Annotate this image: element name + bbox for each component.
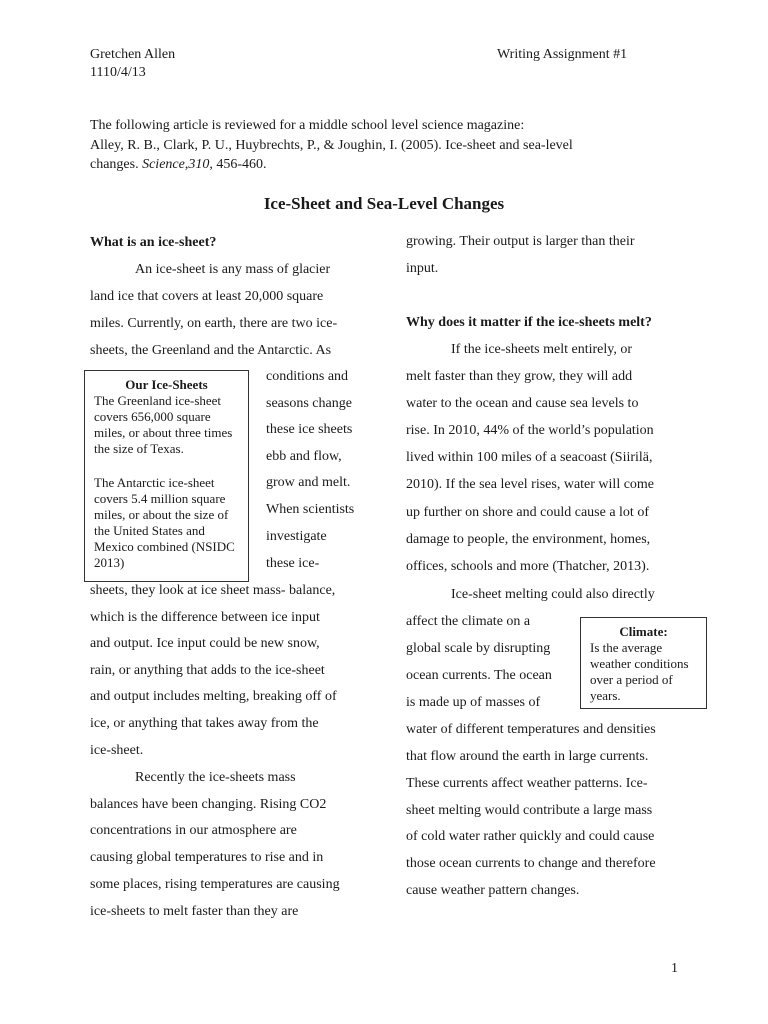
left-narrow-line: these ice sheets xyxy=(266,422,353,437)
left-line: An ice-sheet is any mass of glacier xyxy=(135,262,331,277)
right-narrow-line: ocean currents. The ocean xyxy=(406,668,552,683)
right-line: water of different temperatures and densities xyxy=(406,722,656,737)
sidebar-line: Mexico combined (NSIDC xyxy=(94,539,235,554)
climate-line: Is the average xyxy=(590,640,663,655)
header-date: 1110/4/13 xyxy=(90,65,146,80)
ice-sheets-sidebar xyxy=(84,370,249,582)
sidebar-line: covers 5.4 million square xyxy=(94,491,226,506)
right-line: that flow around the earth in large currents. xyxy=(406,749,649,764)
left-line: miles. Currently, on earth, there are two ice- xyxy=(90,316,338,331)
left-line: sheets, they look at ice sheet mass- balance, xyxy=(90,583,336,598)
left-line: ice, or anything that takes away from the xyxy=(90,716,319,731)
sidebar-line: the size of Texas. xyxy=(94,441,184,456)
journal-volume: 310 xyxy=(188,157,210,172)
left-line: ice-sheet. xyxy=(90,743,144,758)
right-line: those ocean currents to change and therefore xyxy=(406,856,656,871)
right-line: offices, schools and more (Thatcher, 2013). xyxy=(406,559,650,574)
left-narrow-line: ebb and flow, xyxy=(266,449,342,464)
climate-line: over a period of xyxy=(590,672,673,687)
climate-sidebar xyxy=(580,617,707,709)
sidebar-line: The Antarctic ice-sheet xyxy=(94,475,215,490)
right-line: rise. In 2010, 44% of the world’s population xyxy=(406,423,654,438)
right-line: If the ice-sheets melt entirely, or xyxy=(451,342,633,357)
left-narrow-line: grow and melt. xyxy=(266,475,351,490)
right-line: growing. Their output is larger than their xyxy=(406,234,635,249)
right-narrow-line: is made up of masses of xyxy=(406,695,541,710)
sidebar-line: 2013) xyxy=(94,555,125,570)
left-line: which is the difference between ice input xyxy=(90,610,320,625)
right-line: melt faster than they grow, they will add xyxy=(406,369,633,384)
author-name: Gretchen Allen xyxy=(90,47,176,62)
right-narrow-line: global scale by disrupting xyxy=(406,641,551,656)
left-narrow-line: seasons change xyxy=(266,396,352,411)
climate-line: years. xyxy=(590,688,621,703)
right-line: These currents affect weather patterns. Ice- xyxy=(406,776,648,791)
right-line: cause weather pattern changes. xyxy=(406,883,580,898)
article-title: Ice-Sheet and Sea-Level Changes xyxy=(263,194,505,213)
assignment-label: Writing Assignment #1 xyxy=(497,47,628,62)
journal-name: Science xyxy=(142,157,185,172)
sidebar-line: The Greenland ice-sheet xyxy=(94,393,222,408)
sidebar-title: Our Ice-Sheets xyxy=(125,377,208,392)
sidebar-line: the United States and xyxy=(94,523,205,538)
left-line: and output includes melting, breaking off of xyxy=(90,689,337,704)
sidebar-line: miles, or about the size of xyxy=(94,507,229,522)
left-line: and output. Ice input could be new snow, xyxy=(90,636,320,651)
left-line: ice-sheets to melt faster than they are xyxy=(90,904,299,919)
left-narrow-line: When scientists xyxy=(266,502,355,517)
right-line: lived within 100 miles of a seacoast (Siirilä, xyxy=(406,450,653,465)
left-narrow-line: investigate xyxy=(266,529,327,544)
right-line: Ice-sheet melting could also directly xyxy=(451,587,655,602)
left-line: land ice that covers at least 20,000 square xyxy=(90,289,324,304)
right-narrow-line: affect the climate on a xyxy=(406,614,531,629)
right-heading: Why does it matter if the ice-sheets melt? xyxy=(406,315,652,330)
right-line: 2010). If the sea level rises, water will come xyxy=(406,477,655,492)
left-line: causing global temperatures to rise and in xyxy=(90,850,324,865)
right-line: damage to people, the environment, homes, xyxy=(406,532,651,547)
intro-line: The following article is reviewed for a middle school level science magazine: xyxy=(90,118,525,133)
sidebar-line: covers 656,000 square xyxy=(94,409,211,424)
sidebar-line: miles, or about three times xyxy=(94,425,233,440)
left-narrow-line: these ice- xyxy=(266,556,320,571)
left-line: Recently the ice-sheets mass xyxy=(135,770,296,785)
right-line: water to the ocean and cause sea levels to xyxy=(406,396,639,411)
right-line: sheet melting would contribute a large mass xyxy=(406,803,653,818)
left-line: balances have been changing. Rising CO2 xyxy=(90,797,327,812)
left-line: some places, rising temperatures are causing xyxy=(90,877,340,892)
left-line: rain, or anything that adds to the ice-sheet xyxy=(90,663,325,678)
climate-title: Climate: xyxy=(619,624,668,639)
right-line: input. xyxy=(406,261,439,276)
citation-line-2: changes. Science,310, 456-460. xyxy=(90,157,267,172)
climate-line: weather conditions xyxy=(590,656,689,671)
left-line: sheets, the Greenland and the Antarctic. As xyxy=(90,343,332,358)
right-line: of cold water rather quickly and could cause xyxy=(406,829,655,844)
citation-line-1: Alley, R. B., Clark, P. U., Huybrechts, P., & Joughin, I. (2005). Ice-sheet and sea-level xyxy=(90,138,573,153)
left-narrow-line: conditions and xyxy=(266,369,349,384)
page-number: 1 xyxy=(671,961,678,976)
left-line: concentrations in our atmosphere are xyxy=(90,823,297,838)
right-line: up further on shore and could cause a lot of xyxy=(406,505,649,520)
left-heading: What is an ice-sheet? xyxy=(90,235,217,250)
